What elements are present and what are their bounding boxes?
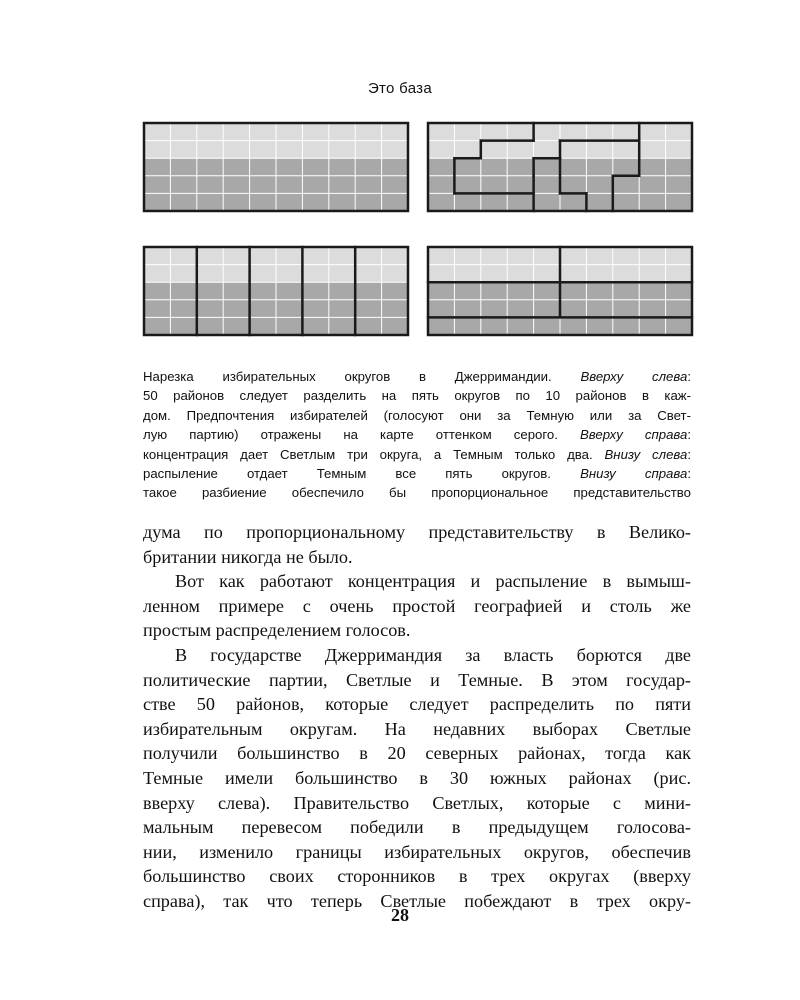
caption-text: распыление отдает Темным все пять округов. xyxy=(143,466,581,482)
body-line: ленном примере с очень простой географией и столь же xyxy=(143,595,691,616)
figure-caption xyxy=(143,367,691,503)
gerrymandering-figure xyxy=(140,118,700,360)
caption-line xyxy=(143,406,691,425)
body-line: вверху слева). Правительство Светлых, которые с мини- xyxy=(143,792,691,813)
body-line: простым распределением голосов. xyxy=(143,620,411,641)
caption-text: : xyxy=(687,427,691,443)
body-text xyxy=(143,520,691,914)
page-number: 28 xyxy=(391,905,409,925)
caption-emphasis: Внизу справа xyxy=(580,466,688,482)
body-line: дума по пропорциональному представительству в Велико- xyxy=(143,522,691,542)
caption-line xyxy=(143,386,691,405)
caption-line xyxy=(143,367,691,386)
panel-bottom-right xyxy=(428,247,692,335)
body-line: получили большинство в 20 северных районах, тогда как xyxy=(143,743,691,764)
body-line: нии, изменило границы избирательных округов, обеспечив xyxy=(143,841,691,862)
body-line: политические партии, Светлые и Темные. В этом государ- xyxy=(143,669,691,690)
caption-line xyxy=(143,464,691,483)
body-line: большинство своих сторонников в трех округах (вверху xyxy=(143,866,691,887)
body-line: В государстве Джерримандия за власть борются две xyxy=(175,644,691,665)
panel-top-right xyxy=(428,123,692,211)
panel-top-left xyxy=(144,123,408,211)
caption-text: : xyxy=(687,369,691,384)
body-line: британии никогда не было. xyxy=(143,546,353,567)
running-title: Это база xyxy=(367,80,433,97)
caption-text: : xyxy=(687,446,692,462)
caption-emphasis: Вверху справа xyxy=(579,427,688,443)
panel-bottom-left xyxy=(144,247,408,335)
caption-text: 50 районов следует разделить на пять округов по 10 районов в каж- xyxy=(143,388,691,404)
caption-text: дом. Предпочтения избирателей (голосуют они за Темную или за Свет- xyxy=(143,407,691,423)
caption-text: такое разбиение обеспечило бы пропорциональное представительство xyxy=(143,485,691,501)
body-line: Темные имели большинство в 30 южных районах (рис. xyxy=(143,767,691,788)
caption-text: концентрация дает Светлым три округа, а Темным только два. xyxy=(143,446,605,462)
body-line: мальным перевесом победили в предыдущем голосова- xyxy=(143,817,691,838)
body-line: Вот как работают концентрация и распыление в вымыш- xyxy=(175,571,691,592)
body-line: стве 50 районов, которые следует распределить по пяти xyxy=(143,694,691,715)
caption-emphasis: Внизу слева xyxy=(604,446,688,462)
caption-line xyxy=(143,483,691,502)
body-line: избирательным округам. На недавних выборах Светлые xyxy=(143,718,691,739)
caption-text: : xyxy=(687,466,691,482)
body-line: справа), так что теперь Светлые побеждают в трех окру- xyxy=(143,890,691,911)
caption-text: лую партию) отражены на карте оттенком серого. xyxy=(143,427,580,443)
caption-emphasis: Вверху слева xyxy=(580,369,688,384)
caption-text: Нарезка избирательных округов в Джерримандии. xyxy=(143,369,581,384)
caption-line xyxy=(143,445,691,464)
caption-line xyxy=(143,425,691,444)
